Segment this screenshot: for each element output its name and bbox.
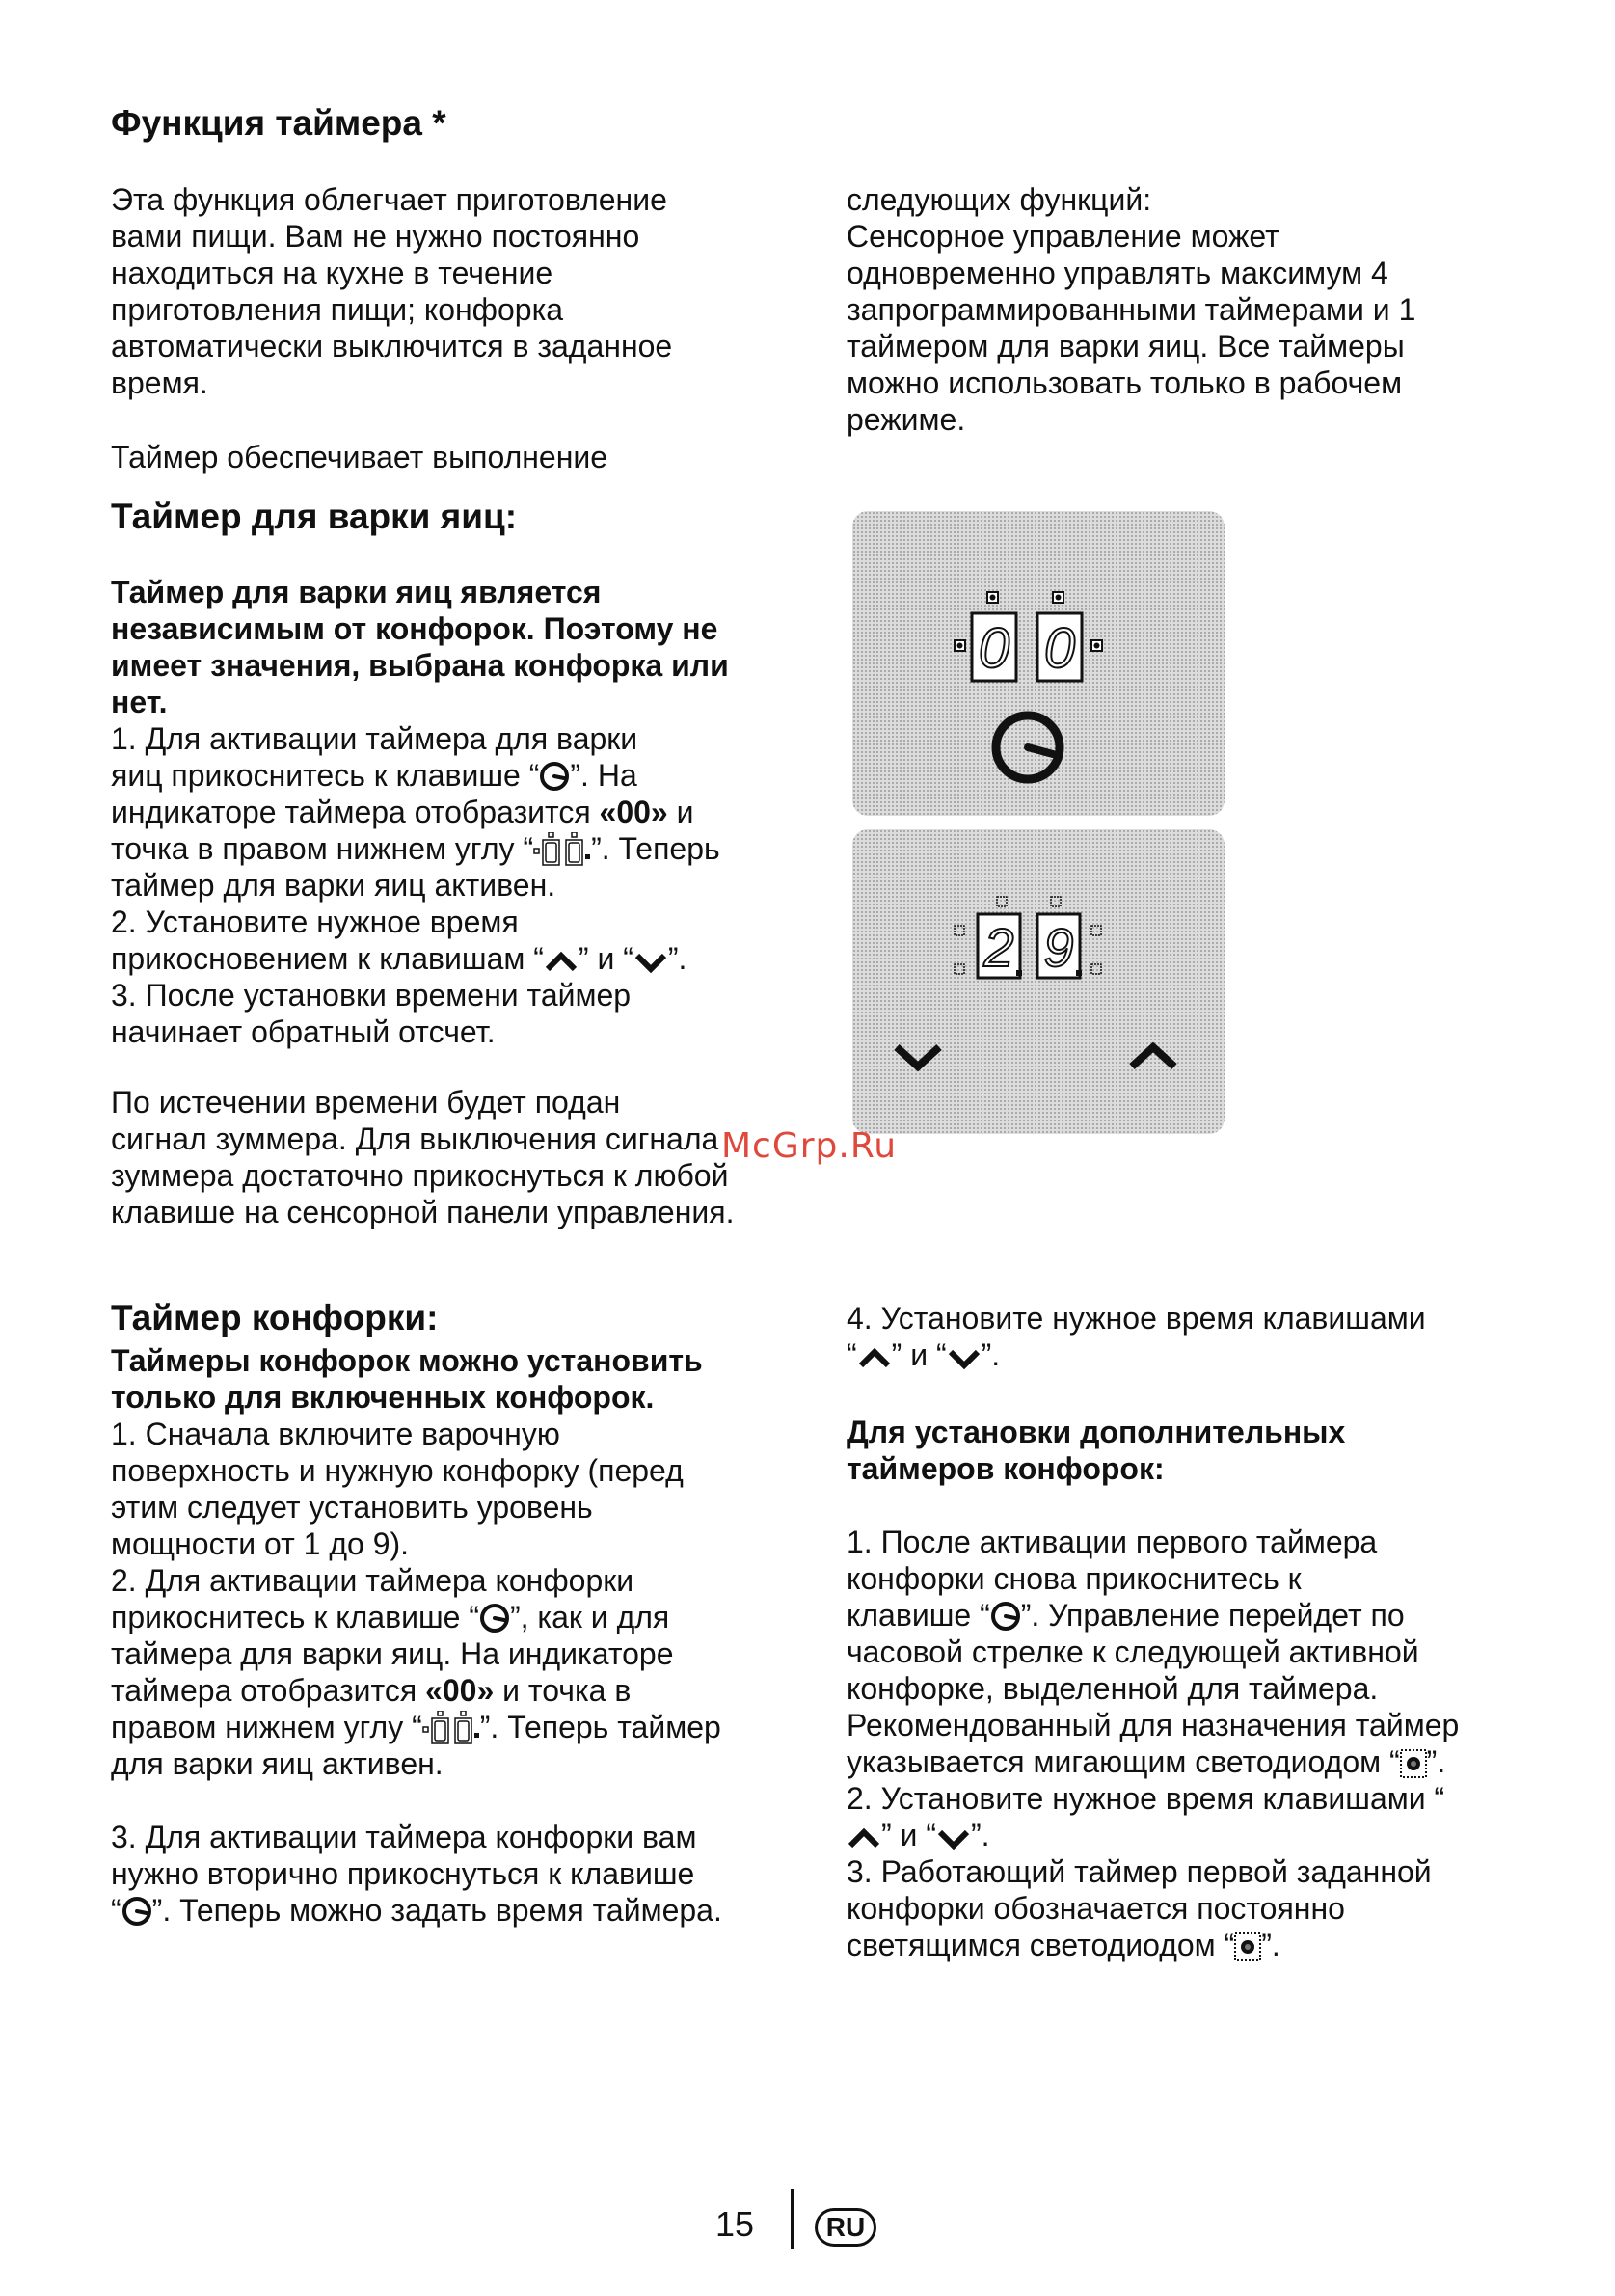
text-fragment: ” и “ <box>891 1337 947 1372</box>
hob-timer-panel-illustration <box>852 829 1225 1134</box>
text-line: 2. Установите нужное время <box>111 905 519 939</box>
text-line: зуммера достаточно прикоснуться к любой <box>111 1158 729 1193</box>
text-line: 3. Для активации таймера конфорки вам <box>111 1820 697 1854</box>
egg-timer-body <box>111 574 729 1050</box>
text-fragment: прикосновением к клавишам “ <box>111 941 544 976</box>
text-line <box>111 1709 721 1745</box>
text-line: время. <box>111 365 208 400</box>
text-line: мощности от 1 до 9). <box>111 1526 410 1561</box>
up-arrow-icon <box>857 1344 892 1371</box>
text-fragment: ”. <box>1261 1928 1280 1962</box>
intro-left-2: Таймер обеспечивает выполнение <box>111 440 608 474</box>
text-fragment: ” и “ <box>578 941 633 976</box>
indicator-dot <box>1091 926 1101 935</box>
watermark: McGrp.Ru <box>721 1126 898 1166</box>
egg-timer-panel-illustration <box>852 511 1225 816</box>
panel-graphic <box>852 829 1225 1134</box>
text-line: По истечении времени будет подан <box>111 1085 621 1120</box>
text-fragment: и точка в <box>494 1673 632 1708</box>
display-value: «00» <box>599 795 668 829</box>
hob-timer-step3 <box>111 1819 722 1929</box>
text-line <box>847 1597 1459 1634</box>
text-fragment: ”. <box>981 1337 1001 1372</box>
text-fragment: ”. <box>667 941 687 976</box>
text-line: начинает обратный отсчет. <box>111 1014 496 1049</box>
digit-left: 0 <box>978 617 1010 680</box>
text-line: режиме. <box>847 402 966 437</box>
egg-timer-heading: Таймер для варки яиц: <box>111 497 518 536</box>
bold-line: Для установки дополнительных <box>847 1415 1346 1449</box>
text-line: таймером для варки яиц. Все таймеры <box>847 329 1405 364</box>
text-line: 3. Работающий таймер первой заданной <box>847 1854 1432 1889</box>
timer-key-icon <box>121 1896 152 1927</box>
led-indicator-icon <box>1234 1932 1261 1961</box>
footer-divider <box>791 2189 794 2249</box>
indicator-dot <box>1091 964 1101 974</box>
double-digit-display-icon <box>533 832 591 867</box>
timer-key-icon <box>996 716 1060 779</box>
down-arrow-icon <box>936 1824 971 1851</box>
down-arrow-icon <box>897 1047 939 1067</box>
indicator-dot <box>1051 897 1061 906</box>
text-fragment: индикаторе таймера отобразится <box>111 795 600 829</box>
text-fragment: яиц прикоснитесь к клавише “ <box>111 758 540 793</box>
text-line: 4. Установите нужное время клавишами <box>847 1301 1426 1336</box>
text-line: 1. Сначала включите варочную <box>111 1417 560 1451</box>
intro-right <box>847 181 1415 438</box>
text-fragment: ”. Управление перейдет по <box>1020 1598 1405 1633</box>
text-line: таймера для варки яиц. На индикаторе <box>111 1636 674 1671</box>
up-arrow-icon <box>544 948 579 975</box>
text-fragment: ”. Теперь таймер <box>479 1710 721 1744</box>
bold-line: независимым от конфорок. Поэтому не <box>111 611 718 646</box>
bold-line: имеет значения, выбрана конфорка или <box>111 648 729 683</box>
text-fragment: “ <box>847 1337 857 1372</box>
text-fragment: ”. <box>1426 1744 1446 1779</box>
hob-timer-step4 <box>847 1300 1426 1373</box>
text-line: 2. Установите нужное время клавишами “ <box>847 1781 1445 1816</box>
double-digit-display-icon <box>422 1711 480 1745</box>
text-fragment: указывается мигающим светодиодом “ <box>847 1744 1400 1779</box>
text-line: нужно вторично прикоснуться к клавише <box>111 1856 695 1891</box>
text-line: автоматически выключится в заданное <box>111 329 673 364</box>
text-fragment: ”. Теперь <box>591 831 720 866</box>
text-line <box>111 794 729 830</box>
page-number: 15 <box>715 2204 755 2244</box>
timer-key-icon <box>990 1601 1021 1632</box>
hob-timer-body <box>111 1342 721 1782</box>
text-line <box>111 940 729 977</box>
intro-left <box>111 181 672 401</box>
bold-line: нет. <box>111 685 168 719</box>
text-fragment: таймера отобразится <box>111 1673 426 1708</box>
text-line: этим следует установить уровень <box>111 1490 593 1525</box>
text-fragment: ” и “ <box>881 1818 936 1852</box>
text-fragment: клавише “ <box>847 1598 990 1633</box>
text-line: клавише на сенсорной панели управления. <box>111 1195 735 1229</box>
text-line <box>847 1337 1426 1373</box>
indicator-dot <box>955 926 964 935</box>
page-title: Функция таймера * <box>111 103 446 143</box>
text-line: 1. Для активации таймера для варки <box>111 721 638 756</box>
text-line <box>111 757 729 794</box>
text-line <box>111 1672 721 1709</box>
text-fragment: ”, как и для <box>509 1600 670 1634</box>
text-fragment: светящимся светодиодом “ <box>847 1928 1235 1962</box>
digit-right: 0 <box>1043 617 1076 680</box>
hob-timer-heading: Таймер конфорки: <box>111 1298 439 1337</box>
text-line: Рекомендованный для назначения таймер <box>847 1708 1460 1742</box>
text-line: таймер для варки яиц активен. <box>111 868 556 903</box>
bold-line: Таймеры конфорок можно установить <box>111 1343 703 1378</box>
bold-line: таймеров конфорок: <box>847 1451 1165 1486</box>
text-fragment: ”. Теперь можно задать время таймера. <box>151 1893 722 1928</box>
text-fragment: ”. На <box>570 758 637 793</box>
text-line: можно использовать только в рабочем <box>847 365 1403 400</box>
text-line <box>111 1599 721 1635</box>
text-line: 1. После активации первого таймера <box>847 1525 1378 1559</box>
text-line <box>847 1743 1459 1780</box>
led-indicator-icon <box>1400 1749 1427 1778</box>
text-line: приготовления пищи; конфорка <box>111 292 564 327</box>
text-fragment: правом нижнем углу “ <box>111 1710 422 1744</box>
text-line: следующих функций: <box>847 182 1152 217</box>
text-line: вами пищи. Вам не нужно постоянно <box>111 219 640 254</box>
digit-left: 2 <box>983 917 1014 978</box>
text-line: Сенсорное управление может <box>847 219 1279 254</box>
text-line: для варки яиц активен. <box>111 1746 444 1781</box>
timer-key-icon <box>539 761 570 792</box>
additional-timers-heading <box>847 1414 1345 1487</box>
bold-line: Таймер для варки яиц является <box>111 575 602 609</box>
indicator-dot <box>955 964 964 974</box>
indicator-dot <box>997 897 1007 906</box>
text-line: конфорки снова прикоснитесь к <box>847 1561 1302 1596</box>
text-fragment: точка в правом нижнем углу “ <box>111 831 534 866</box>
text-line: Эта функция облегчает приготовление <box>111 182 667 217</box>
text-fragment: “ <box>111 1893 121 1928</box>
text-line: запрограммированными таймерами и 1 <box>847 292 1416 327</box>
egg-timer-end <box>111 1084 734 1230</box>
language-badge: RU <box>815 2208 876 2247</box>
panel-graphic <box>852 511 1225 816</box>
up-arrow-icon <box>847 1824 881 1851</box>
up-arrow-icon <box>1132 1047 1174 1067</box>
text-line <box>847 1927 1459 1963</box>
text-line: 2. Для активации таймера конфорки <box>111 1563 634 1598</box>
text-line: часовой стрелке к следующей активной <box>847 1634 1419 1669</box>
text-fragment: прикоснитесь к клавише “ <box>111 1600 479 1634</box>
down-arrow-icon <box>947 1344 982 1371</box>
down-arrow-icon <box>633 948 668 975</box>
text-line: поверхность и нужную конфорку (перед <box>111 1453 684 1488</box>
text-fragment: ”. <box>970 1818 990 1852</box>
text-line: сигнал зуммера. Для выключения сигнала <box>111 1121 719 1156</box>
text-line <box>111 830 729 867</box>
text-line: одновременно управлять максимум 4 <box>847 256 1388 290</box>
display-value: «00» <box>425 1673 495 1708</box>
additional-timers-body <box>847 1524 1459 1963</box>
bold-line: только для включенных конфорок. <box>111 1380 655 1415</box>
timer-key-icon <box>479 1603 510 1634</box>
text-line <box>847 1817 1459 1853</box>
text-line <box>111 1892 722 1929</box>
text-line: находиться на кухне в течение <box>111 256 553 290</box>
digit-right: 9 <box>1043 917 1074 978</box>
text-line: конфорке, выделенной для таймера. <box>847 1671 1379 1706</box>
text-line: 3. После установки времени таймер <box>111 978 632 1013</box>
text-fragment: и <box>667 795 694 829</box>
text-line: конфорки обозначается постоянно <box>847 1891 1345 1926</box>
